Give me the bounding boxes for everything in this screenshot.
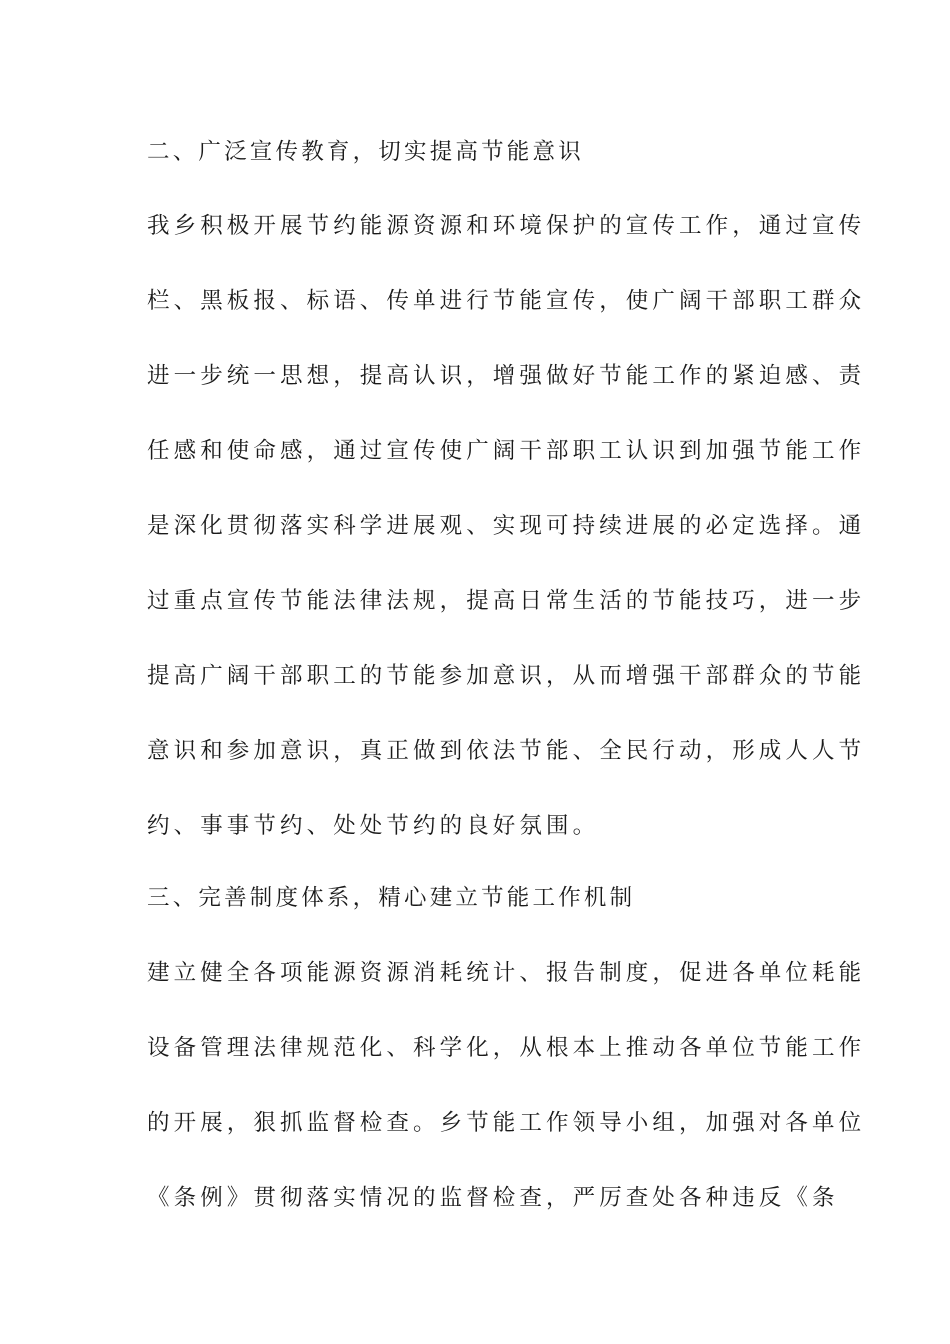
paragraph-line: 提高广阔干部职工的节能参加意识，从而增强干部群众的节能 bbox=[147, 663, 866, 689]
paragraph-line: 意识和参加意识，真正做到依法节能、全民行动，形成人人节 bbox=[147, 738, 866, 764]
section-heading-2: 二、广泛宣传教育，切实提高节能意识 bbox=[147, 139, 584, 165]
paragraph-line: 进一步统一思想，提高认识，增强做好节能工作的紧迫感、责 bbox=[147, 363, 866, 389]
section-heading-3: 三、完善制度体系，精心建立节能工作机制 bbox=[147, 885, 636, 911]
paragraph-line: 《条例》贯彻落实情况的监督检查，严厉查处各种违反《条 bbox=[147, 1185, 839, 1211]
paragraph-line: 我乡积极开展节约能源资源和环境保护的宣传工作，通过宣传 bbox=[147, 213, 866, 239]
paragraph-line: 的开展，狠抓监督检查。乡节能工作领导小组，加强对各单位 bbox=[147, 1110, 866, 1136]
paragraph-line: 设备管理法律规范化、科学化，从根本上推动各单位节能工作 bbox=[147, 1035, 866, 1061]
paragraph-line: 过重点宣传节能法律法规，提高日常生活的节能技巧，进一步 bbox=[147, 588, 866, 614]
paragraph-line: 任感和使命感，通过宣传使广阔干部职工认识到加强节能工作 bbox=[147, 438, 866, 464]
paragraph-line: 约、事事节约、处处节约的良好氛围。 bbox=[147, 813, 600, 839]
paragraph-line: 建立健全各项能源资源消耗统计、报告制度，促进各单位耗能 bbox=[147, 960, 866, 986]
paragraph-line: 栏、黑板报、标语、传单进行节能宣传，使广阔干部职工群众 bbox=[147, 288, 866, 314]
paragraph-line: 是深化贯彻落实科学进展观、实现可持续进展的必定选择。通 bbox=[147, 513, 866, 539]
